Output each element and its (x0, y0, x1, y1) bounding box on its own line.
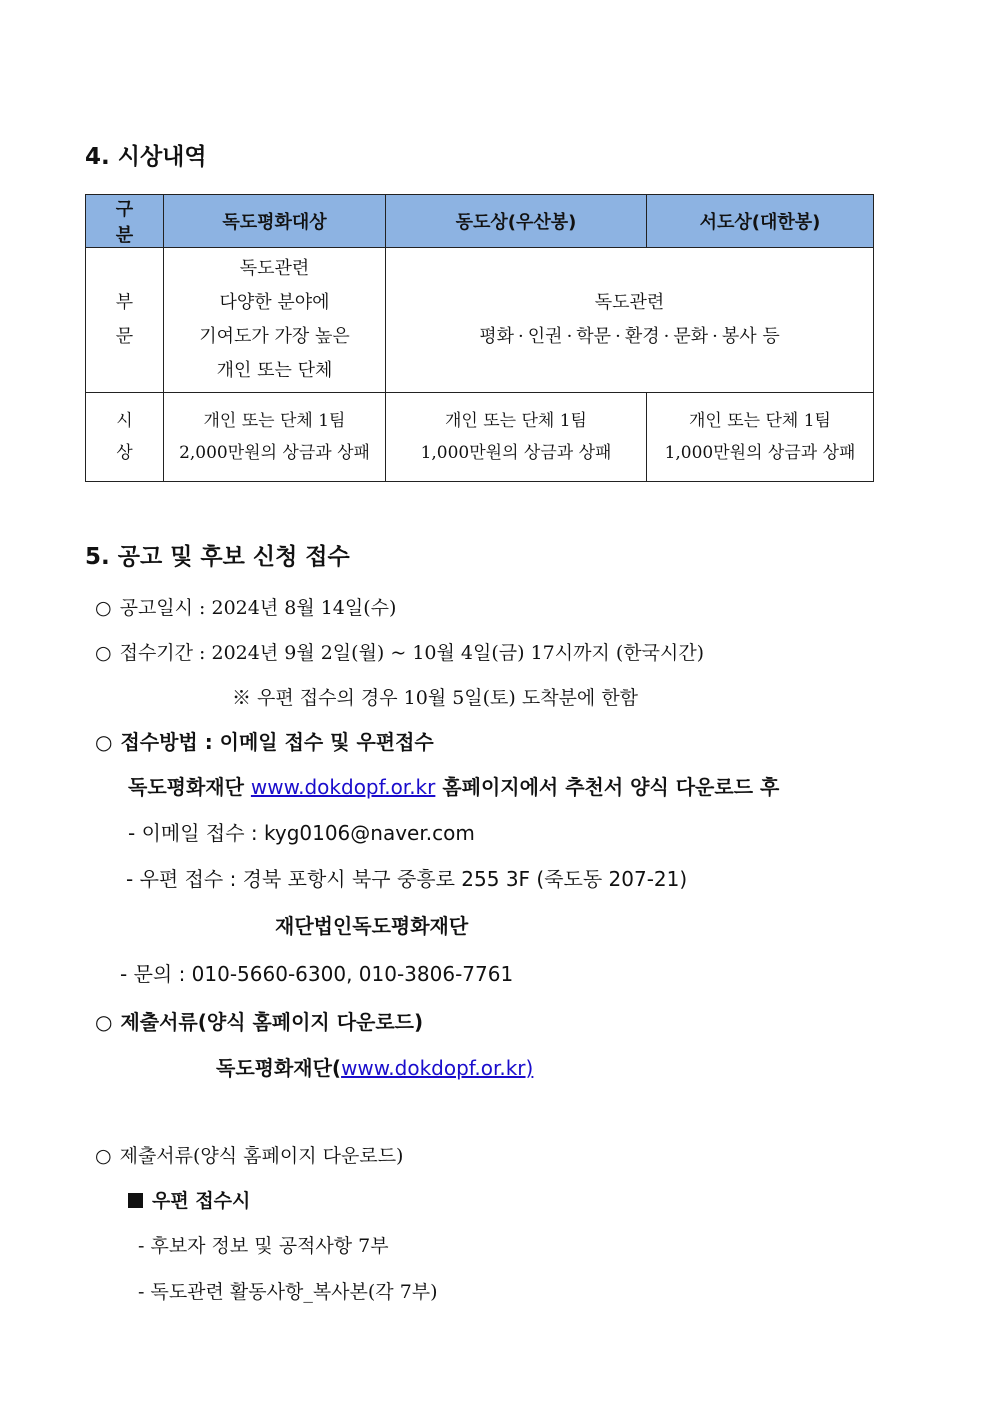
dot-separator: · (663, 326, 670, 347)
circle-bullet-icon: ○ (95, 730, 113, 754)
grand-field-line: 기여도가 가장 높은 (199, 326, 350, 347)
dongdo-award-cell (386, 393, 647, 482)
method-detail-line (128, 771, 779, 800)
announce-line (95, 593, 396, 620)
header-dongdo-prize: 동도상(우산봉) (386, 195, 647, 248)
merged-field-line: 독도관련 (594, 292, 665, 313)
postal-item: - 독도관련 활동사항_복사본(각 7부) (138, 1281, 438, 1303)
docs-bold-line (95, 1006, 423, 1035)
dot-separator: · (615, 326, 621, 347)
circle-bullet-icon: ○ (95, 1145, 112, 1167)
award-line: 개인 또는 단체 1팀 (689, 411, 831, 431)
header-category: 구 분 (86, 195, 164, 248)
post-recipient: 재단법인독도평화재단 (275, 914, 469, 938)
method-org: 독도평화재단 (128, 775, 251, 799)
grand-field-line: 독도관련 (239, 258, 310, 279)
period-note: ※ 우편 접수의 경우 10월 5일(토) 도착분에 한함 (232, 687, 639, 709)
docs-title-plain: 제출서류(양식 홈페이지 다운로드) (119, 1145, 404, 1167)
field-item: 문화 (673, 326, 709, 347)
circle-bullet-icon: ○ (95, 642, 112, 664)
section-4-title: 4. 시상내역 (85, 144, 207, 170)
awards-table (85, 194, 874, 482)
dot-separator: · (518, 326, 524, 347)
postal-heading: 우편 접수시 (152, 1190, 251, 1212)
contact-line: - 문의 : 010-5660-6300, 010-3806-7761 (120, 962, 514, 986)
seodo-award-cell (647, 393, 874, 482)
post-line: - 우편 접수 : 경북 포항시 북구 중흥로 255 3F (죽도동 207-21) (126, 867, 688, 891)
field-item: 학문 (576, 326, 612, 347)
header-grand-prize: 독도평화대상 (164, 195, 386, 248)
row-label-prize: 시 상 (86, 393, 164, 482)
circle-bullet-icon: ○ (95, 597, 112, 619)
email-line: - 이메일 접수 : kyg0106@naver.com (128, 821, 475, 845)
announce-text: 공고일시 : 2024년 8월 14일(수) (119, 597, 397, 619)
docs-title-bold: 제출서류(양식 홈페이지 다운로드) (120, 1010, 424, 1034)
homepage-link[interactable]: www.dokdopf.or.kr (250, 775, 436, 799)
circle-bullet-icon: ○ (95, 1010, 113, 1034)
table-header-row (86, 195, 874, 248)
award-line: 1,000만원의 상금과 상패 (420, 443, 612, 463)
postal-heading-line (128, 1186, 250, 1213)
grand-prize-field-cell (164, 248, 386, 393)
award-line: 개인 또는 단체 1팀 (445, 411, 587, 431)
docs-site-link[interactable]: www.dokdopf.or.kr (341, 1056, 526, 1080)
method-line (95, 726, 434, 755)
merged-field-items (386, 320, 873, 354)
award-line: 개인 또는 단체 1팀 (203, 411, 346, 431)
grand-field-line: 개인 또는 단체 (216, 360, 333, 381)
field-item: 인권 (527, 326, 563, 347)
row-label-field: 부 문 (86, 248, 164, 393)
field-item: 평화 (479, 326, 515, 347)
award-line: 1,000만원의 상금과 상패 (664, 443, 856, 463)
docs-site-pre: 독도평화재단( (216, 1056, 342, 1080)
table-row-prize (86, 393, 874, 482)
section-5-title: 5. 공고 및 후보 신청 접수 (85, 544, 350, 570)
grand-field-line: 다양한 분야에 (219, 292, 330, 313)
period-line (95, 638, 704, 665)
field-item: 봉사 등 (721, 326, 780, 347)
period-text: 접수기간 : 2024년 9월 2일(월) ~ 10월 4일(금) 17시까지 (한국시간) (119, 642, 705, 664)
method-post: 홈페이지에서 추천서 양식 다운로드 후 (435, 775, 780, 799)
dot-separator: · (566, 326, 573, 347)
docs-site-post: ) (525, 1056, 534, 1080)
grand-prize-award-cell (164, 393, 386, 482)
award-line: 2,000만원의 상금과 상패 (179, 443, 370, 463)
docs-site-line (216, 1052, 533, 1081)
field-item: 환경 (624, 326, 660, 347)
header-seodo-prize: 서도상(대한봉) (647, 195, 874, 248)
merged-field-cell (386, 248, 874, 393)
docs-plain-line (95, 1141, 403, 1168)
method-title: 접수방법 : 이메일 접수 및 우편접수 (120, 730, 434, 754)
dot-separator: · (712, 326, 718, 347)
postal-item: - 후보자 정보 및 공적사항 7부 (138, 1235, 389, 1257)
table-row-field (86, 248, 874, 393)
black-square-bullet-icon (128, 1193, 143, 1208)
